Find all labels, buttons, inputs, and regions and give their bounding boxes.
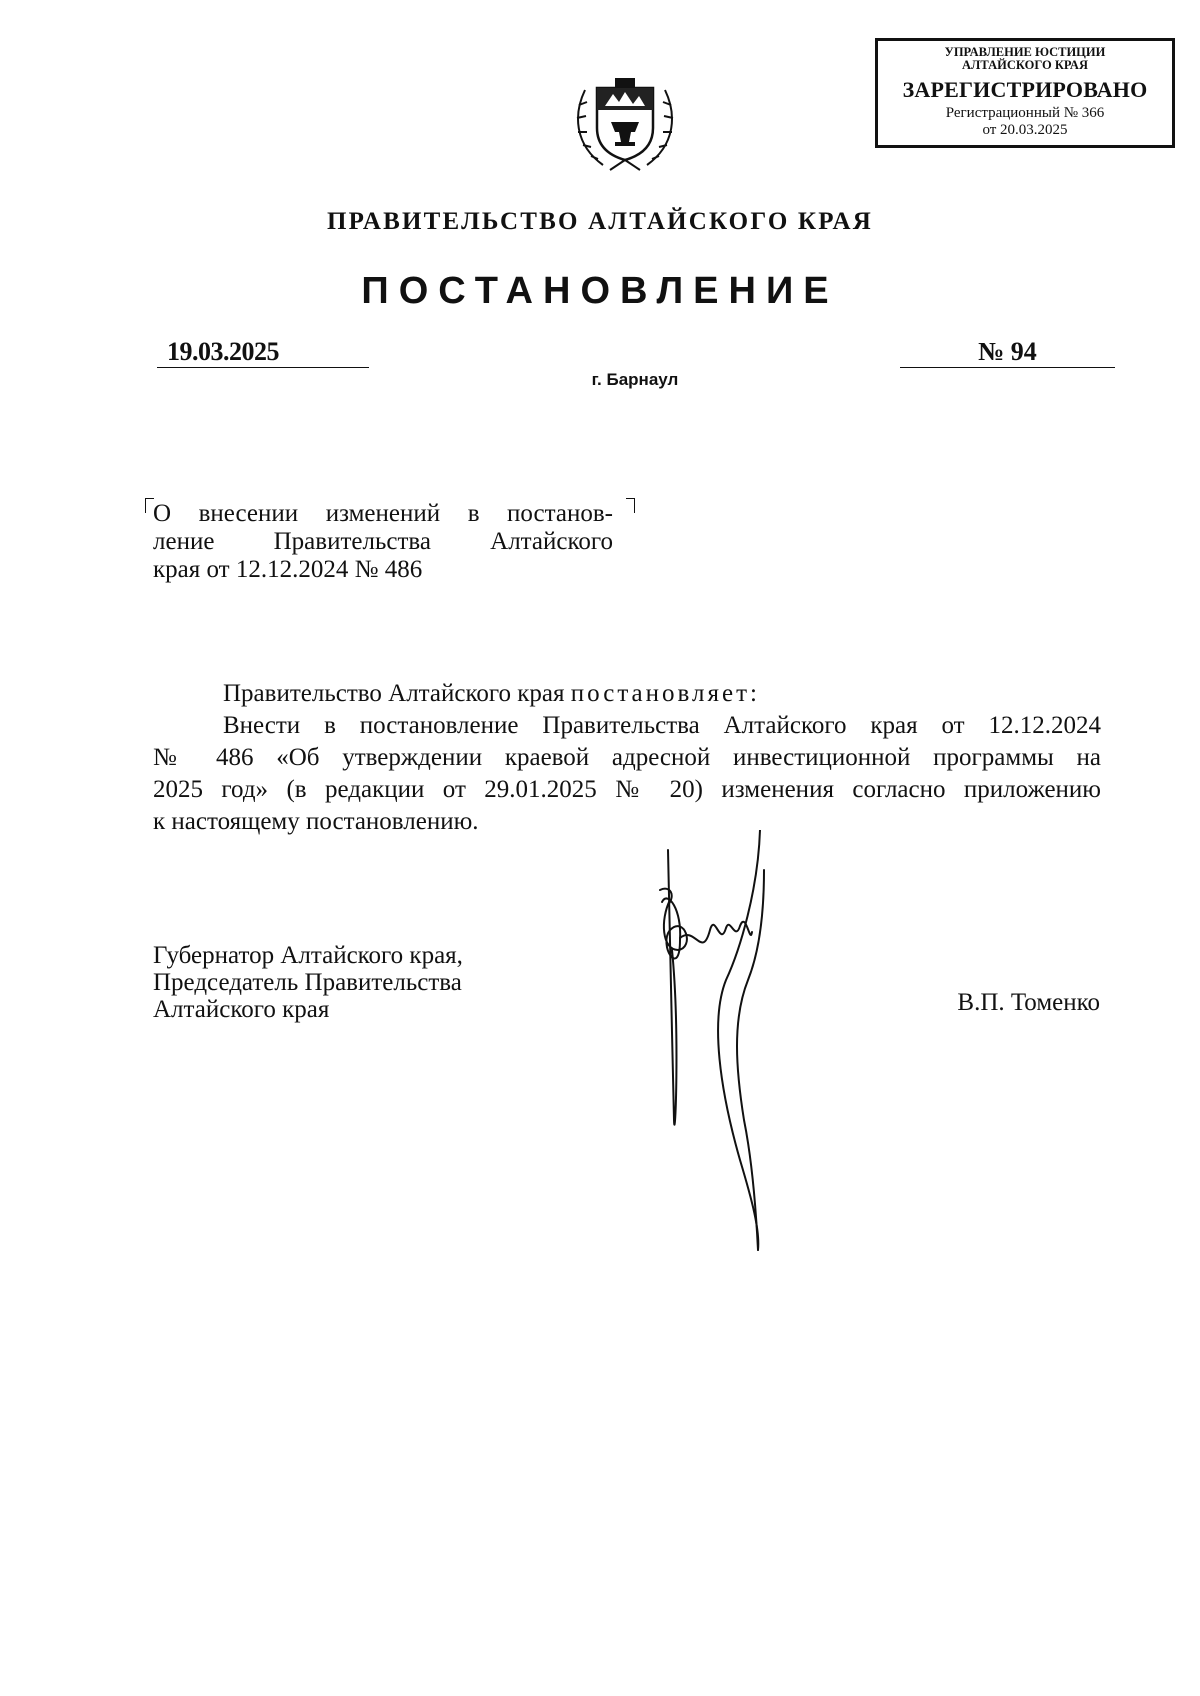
document-date-field [157,337,369,368]
signer-name: В.П. Томенко [957,989,1100,1016]
subject-line: края от 12.12.2024 № 486 [153,556,423,583]
stamp-agency: УПРАВЛЕНИЕ ЮСТИЦИИ [944,45,1106,59]
stamp-reg-number: Регистрационный № 366 [945,105,1105,122]
preamble-verb: постановляет: [570,680,760,707]
stamp-status: ЗАРЕГИСТРИРОВАНО [902,77,1148,103]
body-line: 2025 год» (в редакции от 29.01.2025 № 20) изменения согласно приложению [153,776,1101,803]
subject-bracket-right [626,498,635,513]
signer-title [153,942,463,1023]
stamp-region: АЛТАЙСКОГО КРАЯ [962,58,1088,73]
document-city: г. Барнаул [591,370,679,389]
document-body [153,678,1101,838]
signer-title-line: Председатель Правительства [153,969,462,996]
registration-stamp [875,38,1175,148]
signer-title-line: Губернатор Алтайского края, [153,942,463,969]
organization-name: ПРАВИТЕЛЬСТВО АЛТАЙСКОГО КРАЯ [326,208,874,235]
subject-bracket-left [145,498,154,513]
body-line: Внести в постановление Правительства Алтайского края от 12.12.2024 [223,712,1101,739]
handwritten-signature-icon [640,830,840,1260]
document-type: ПОСТАНОВЛЕНИЕ [361,270,839,312]
body-line: № 486 «Об утверждении краевой адресной инвестиционной программы на [153,744,1101,771]
document-number-field [900,337,1115,368]
document-date: 19.03.2025 [167,337,279,366]
stamp-reg-date: от 20.03.2025 [982,122,1068,139]
document-number: № 94 [978,337,1037,366]
preamble [153,678,1101,710]
subject-line: О внесении изменений в постанов- [153,500,613,527]
preamble-subject: Правительство Алтайского края [223,680,565,707]
body-line: к настоящему постановлению. [153,808,479,835]
subject-line: ление Правительства Алтайского [153,528,613,555]
coat-of-arms-icon [565,60,685,180]
document-subject [153,500,613,584]
signer-title-line: Алтайского края [153,996,330,1023]
